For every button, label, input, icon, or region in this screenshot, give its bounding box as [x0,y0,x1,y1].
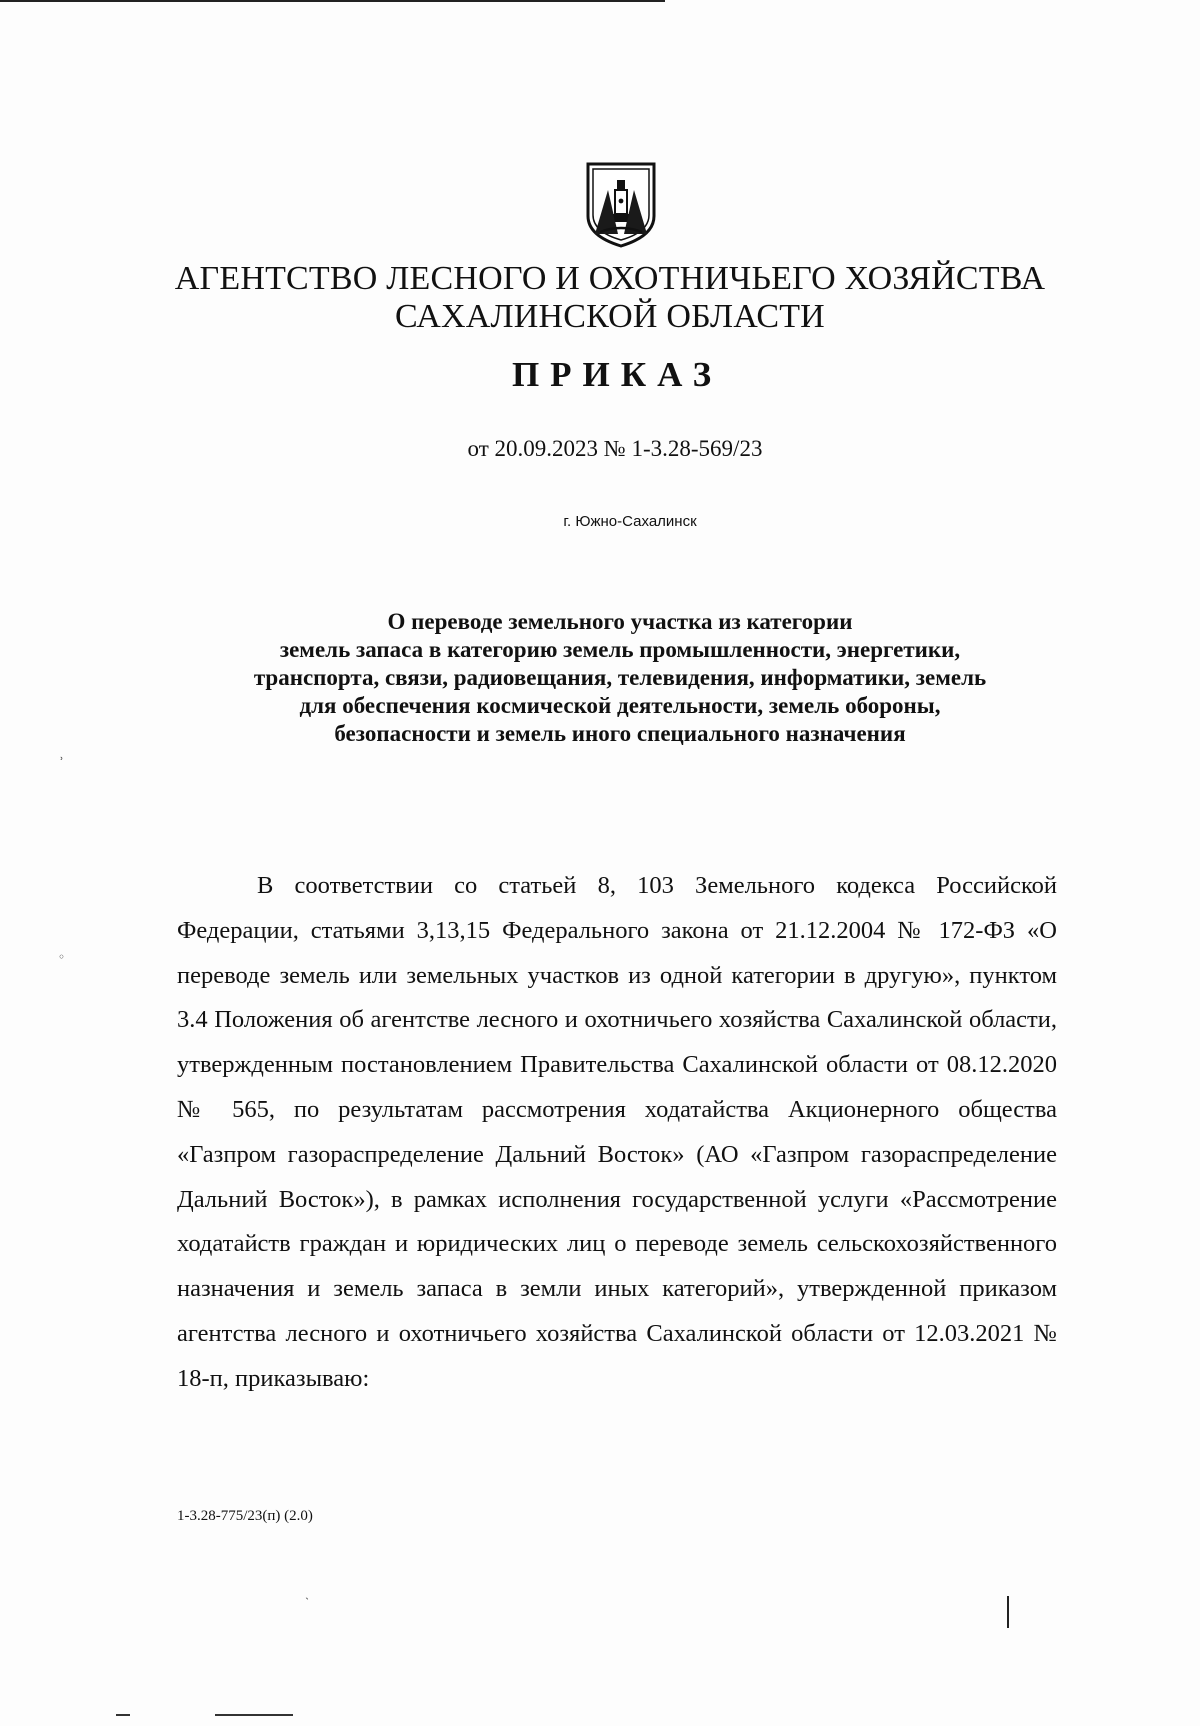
document-date-number: от 20.09.2023 № 1-3.28-569/23 [467,436,763,461]
scan-speck: ˴ [305,1590,309,1604]
scan-dash [116,1714,130,1716]
scan-mark [1007,1596,1009,1628]
agency-name-line-2: САХАЛИНСКОЙ ОБЛАСТИ [395,298,825,335]
agency-name-line-1: АГЕНТСТВО ЛЕСНОГО И ОХОТНИЧЬЕГО ХОЗЯЙСТВА [174,260,1046,297]
scan-dash [215,1714,293,1716]
scan-edge-line [0,0,665,2]
subject-line-1: О переводе земельного участка из категории [387,609,853,634]
document-footer-code: 1-3.28-775/23(п) (2.0) [177,1508,313,1524]
subject-line-5: безопасности и земель иного специального назначения [334,721,906,746]
document-city: г. Южно-Сахалинск [563,513,697,530]
subject-line-4: для обеспечения космической деятельности, земель обороны, [299,693,941,718]
subject-line-3: транспорта, связи, радиовещания, телевидения, информатики, земель [253,665,987,690]
document-subject [170,608,1070,748]
agency-name [0,260,1200,336]
subject-line-2: земель запаса в категорию земель промышленности, энергетики, [279,637,961,662]
sakhalin-coat-of-arms-icon [584,160,658,248]
document-body-paragraph: В соответствии со статьей 8, 103 Земельного кодекса Российской Федерации, статьями 3,13,15 Федерального закона от 21.12.2004 № 172-ФЗ «О переводе земель или земельных участков из одной категории в другую», пунктом 3.4 Положения об агентстве лесного и охотничьего хозяйства Сахалинской области, утвержденным постановлением Правительства Сахалинской области от 08.12.2020 № 565, по результатам рассмотрения ходатайства Акционерного общества «Газпром газораспределение Дальний Восток» (АО «Газпром газораспределение Дальний Восток»), в рамках исполнения государственной услуги «Рассмотрение ходатайств граждан и юридических лиц о переводе земель сельскохозяйственного назначения и земель запаса в земли иных категорий», утвержденной приказом агентства лесного и охотничьего хозяйства Сахалинской области от 12.03.2021 № 18-п, приказываю: [177,872,1057,1392]
scan-speck: ˒ [60,752,64,766]
scan-speck: ◦ [58,950,66,964]
document-type-title: ПРИКАЗ [511,355,723,394]
